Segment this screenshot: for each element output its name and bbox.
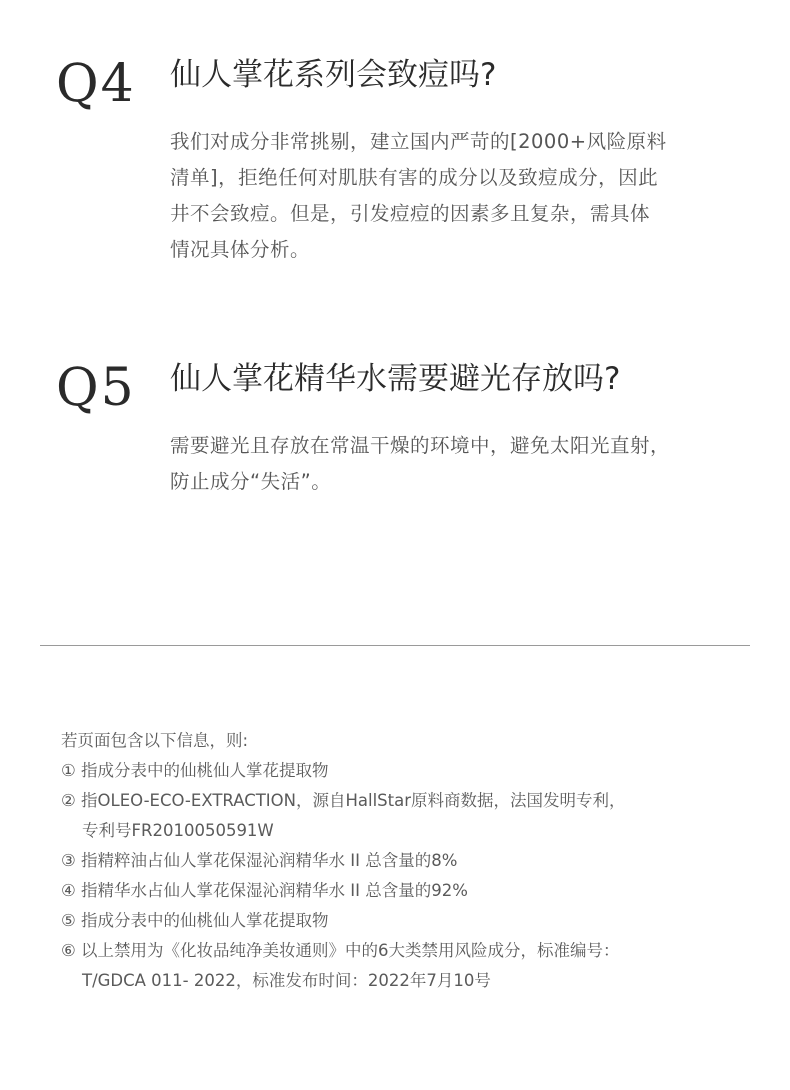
answer-line: 需要避光且存放在常温干燥的环境中，避免太阳光直射， [170, 434, 671, 457]
footnote-item-continuation: T/GDCA 011- 2022，标准发布时间：2022年7月10号 [82, 971, 491, 990]
footnote-item: ⑥ 以上禁用为《化妆品纯净美妆通则》中的6大类禁用风险成分，标准编号： [61, 941, 620, 960]
question-number: Q4 [56, 54, 136, 114]
answer-text [170, 124, 715, 268]
footnote-item: ① 指成分表中的仙桃仙人掌花提取物 [61, 761, 329, 780]
footnotes-intro: 若页面包含以下信息，则: [61, 731, 249, 750]
footnote-item-continuation: 专利号FR2010050591W [82, 821, 274, 840]
footnote-item: ③ 指精粹油占仙人掌花保湿沁润精华水 II 总含量的8% [61, 851, 458, 870]
answer-line: 防止成分“失活”。 [170, 470, 332, 493]
footnote-item: ⑤ 指成分表中的仙桃仙人掌花提取物 [61, 911, 329, 930]
footnote-item: ② 指OLEO-ECO-EXTRACTION，源自HallStar原料商数据，法国发明专利， [61, 791, 626, 810]
question-title: 仙人掌花系列会致痘吗? [170, 57, 497, 93]
answer-line: 井不会致痘。但是，引发痘痘的因素多且复杂，需具体 [170, 202, 651, 225]
answer-line: 清单]，拒绝任何对肌肤有害的成分以及致痘成分，因此 [170, 166, 659, 189]
question-number: Q5 [56, 358, 136, 418]
answer-line: 我们对成分非常挑剔，建立国内严苛的[2000+风险原料 [170, 130, 667, 153]
section-divider [40, 645, 750, 646]
answer-text [170, 428, 715, 500]
answer-line: 情况具体分析。 [170, 238, 311, 261]
footnote-item: ④ 指精华水占仙人掌花保湿沁润精华水 II 总含量的92% [61, 881, 468, 900]
footnotes [61, 726, 761, 996]
question-title: 仙人掌花精华水需要避光存放吗? [170, 361, 621, 397]
